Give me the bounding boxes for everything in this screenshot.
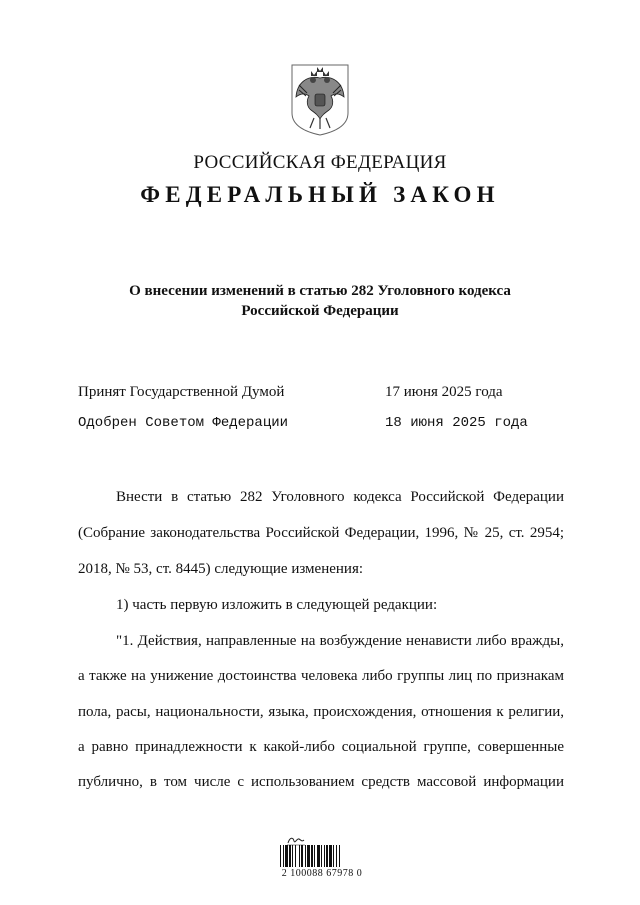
adopted-date: 17 июня 2025 года bbox=[385, 384, 503, 400]
body-line-4: 1) часть первую изложить в следующей редакции: bbox=[116, 597, 438, 613]
body-line-7: пола, расы, национальности, языка, происхождения, отношения к религии, bbox=[78, 704, 564, 720]
body-line-8: а равно принадлежности к какой-либо социальной группе, совершенные bbox=[78, 739, 564, 755]
adopted-by-duma-label: Принят Государственной Думой bbox=[78, 384, 285, 400]
law-subject bbox=[60, 281, 580, 321]
approved-date: 18 июня 2025 года bbox=[385, 415, 528, 431]
document-title: ФЕДЕРАЛЬНЫЙ ЗАКОН bbox=[140, 182, 500, 207]
body-line-2: (Собрание законодательства Российской Федерации, 1996, № 25, ст. 2954; bbox=[78, 525, 564, 541]
body-line-9: публично, в том числе с использованием средств массовой информации bbox=[78, 774, 564, 790]
country-name: РОССИЙСКАЯ ФЕДЕРАЦИЯ bbox=[193, 152, 447, 173]
law-subject-line-2: Российской Федерации bbox=[241, 303, 399, 319]
barcode-number: 2 100088 67978 0 bbox=[281, 868, 363, 879]
body-line-3: 2018, № 53, ст. 8445) следующие изменения: bbox=[78, 561, 364, 577]
body-line-6: а также на унижение достоинства человека либо группы лиц по признакам bbox=[78, 668, 564, 684]
approved-by-council-label: Одобрен Советом Федерации bbox=[78, 415, 289, 431]
law-subject-line-1: О внесении изменений в статью 282 Уголовного кодекса bbox=[129, 283, 511, 299]
body-line-5: "1. Действия, направленные на возбуждение ненависти либо вражды, bbox=[116, 633, 564, 649]
coat-of-arms-emblem bbox=[289, 63, 351, 137]
body-line-1: Внести в статью 282 Уголовного кодекса Российской Федерации bbox=[116, 489, 564, 505]
barcode-icon bbox=[280, 845, 363, 867]
